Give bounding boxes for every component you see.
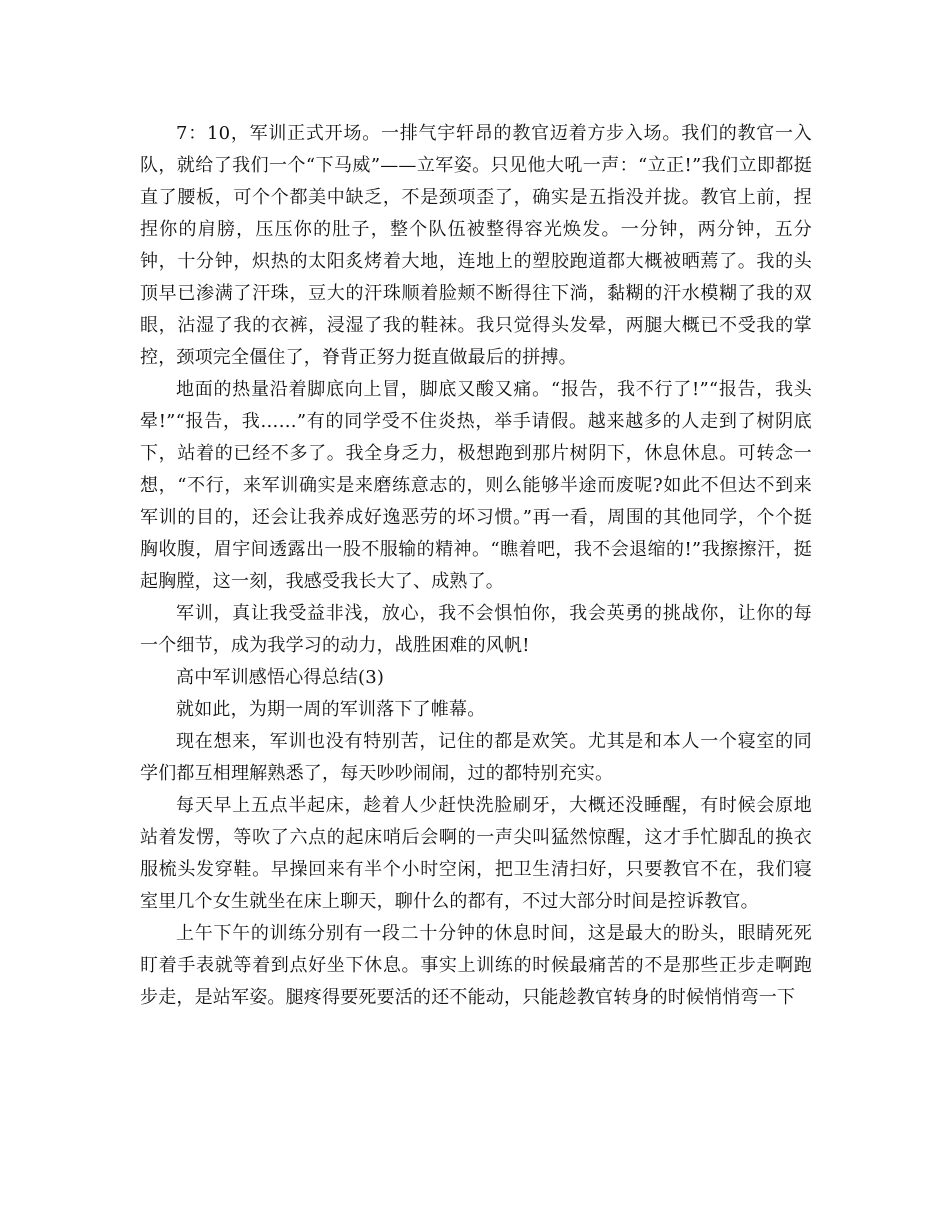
paragraph-military-stance: 7：10，军训正式开场。一排气宇轩昂的教官迈着方步入场。我们的教官一入队，就给了我们一个“下马威”——立军姿。只见他大吼一声：“立正!”我们立即都挺直了腰板，可个个都美中缺乏，不是颈项歪了，确实是五指没并拢。教官上前，捏捏你的肩膀，压压你的肚子，整个队伍被整得容光焕发。一分钟，两分钟，五分钟，十分钟，炽热的太阳炙烤着大地，连地上的塑胶跑道都大概被晒蔫了。我的头顶早已渗满了汗珠，豆大的汗珠顺着脸颊不断得往下淌，黏糊的汗水模糊了我的双眼，沾湿了我的衣裤，浸湿了我的鞋袜。我只觉得头发晕，两腿大概已不受我的掌控，颈项完全僵住了，脊背正努力挺直做最后的拼搏。 [140,123,812,368]
paragraph-rest-breaks: 上午下午的训练分别有一段二十分钟的休息时间，这是最大的盼头，眼睛死死盯着手表就等着到点好坐下休息。事实上训练的时候最痛苦的不是那些正步走啊跑步走，是站军姿。腿疼得要死要活的还不能动，只能趁教官转身的时候悄悄弯一下 [140,923,812,1008]
paragraph-heat-endurance: 地面的热量沿着脚底向上冒，脚底又酸又痛。“报告，我不行了!”“报告，我头晕!”“报告，我……”有的同学受不住炎热，举手请假。越来越多的人走到了树阴底下，站着的已经不多了。我全身乏力，极想跑到那片树阴下，休息休息。可转念一想，“不行，来军训确实是来磨练意志的，则么能够半途而废呢?如此不但达不到来军训的目的，还会让我养成好逸恶劳的坏习惯。”再一看，周围的其他同学，个个挺胸收腹，眉宇间透露出一股不服输的精神。“瞧着吧，我不会退缩的!”我擦擦汗，挺起胸膛，这一刻，我感受我长大了、成熟了。 [140,379,812,592]
paragraph-training-ended: 就如此，为期一周的军训落下了帷幕。 [176,699,486,720]
section-heading: 高中军训感悟心得总结(3) [176,667,385,688]
paragraph-morning-routine: 每天早上五点半起床，趁着人少赶快洗脸刷牙，大概还没睡醒，有时候会原地站着发愣，等吹了六点的起床哨后会啊的一声尖叫猛然惊醒，这才手忙脚乱的换衣服梳头发穿鞋。早操回来有半个小时空闲，把卫生清扫好，只要教官不在，我们寝室里几个女生就坐在床上聊天，聊什么的都有，不过大部分时间是控诉教官。 [140,795,812,912]
document-body [140,118,812,1014]
paragraph-benefit: 军训，真让我受益非浅，放心，我不会惧怕你，我会英勇的挑战你，让你的每一个细节，成为我学习的动力，战胜困难的风帆! [140,603,812,656]
paragraph-dorm-memories: 现在想来，军训也没有特别苦，记住的都是欢笑。尤其是和本人一个寝室的同学们都互相理解熟悉了，每天吵吵闹闹，过的都特别充实。 [140,731,812,784]
